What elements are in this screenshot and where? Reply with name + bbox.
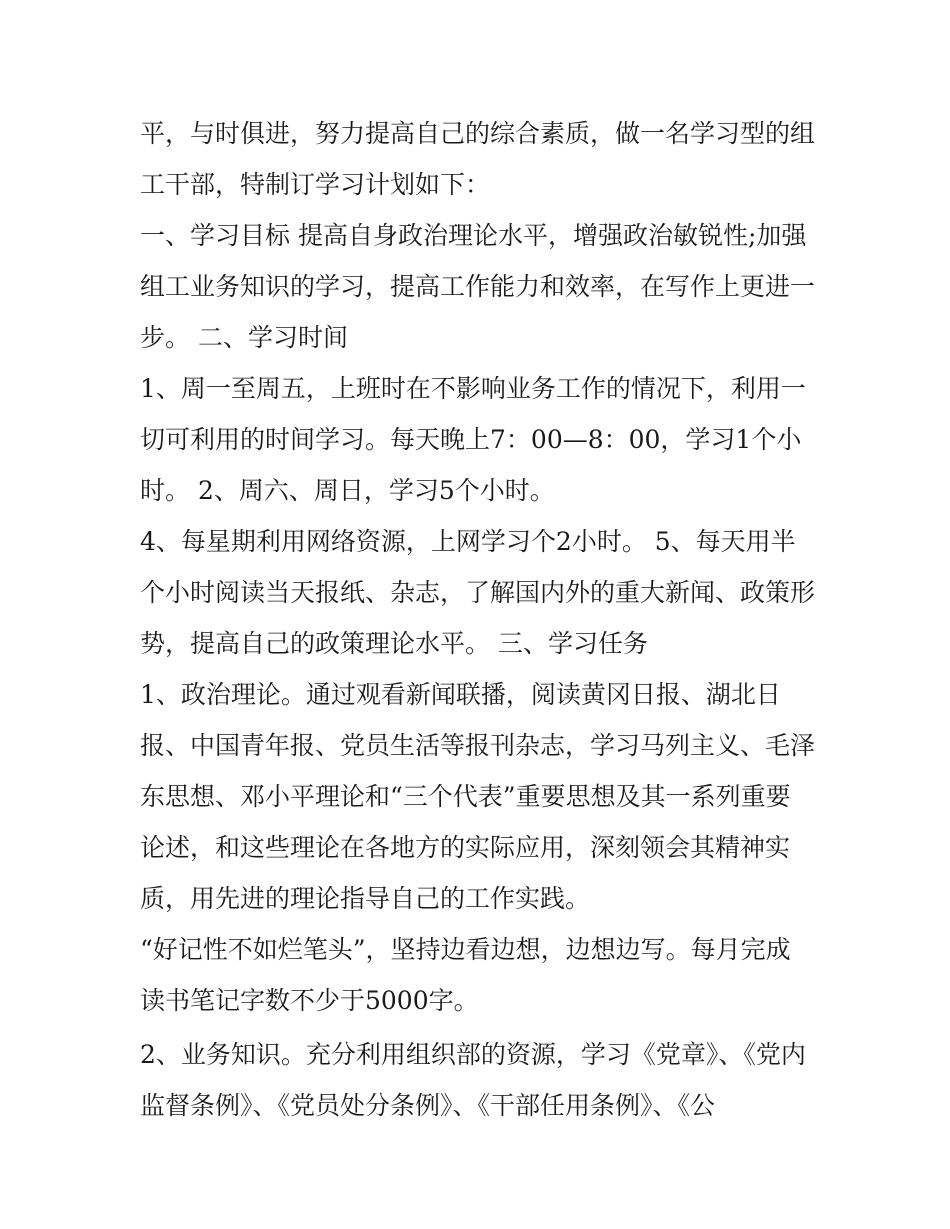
document-body: [140, 108, 815, 1131]
paragraph-study-time-weekday: 1、周一至周五，上班时在不影响业务工作的情况下，利用一切可利用的时间学习。每天晚上7：00—8：00，学习1个小时。 2、周六、周日，学习5个小时。: [140, 374, 806, 505]
paragraph-reading-notes: “好记性不如烂笔头”，坚持边看边想，边想边写。每月完成读书笔记字数不少于5000字。: [140, 935, 791, 1015]
paragraph-intro: 平，与时俱进，努力提高自己的综合素质，做一名学习型的组工干部，特制订学习计划如下：: [140, 119, 816, 199]
paragraph-study-time-online: 4、每星期利用网络资源，上网学习个2小时。 5、每天用半个小时阅读当天报纸、杂志，了解国内外的重大新闻、政策形势，提高自己的政策理论水平。 三、学习任务: [140, 527, 816, 658]
paragraph-study-goal: 一、学习目标 提高自身政治理论水平，增强政治敏锐性;加强组工业务知识的学习，提高工作能力和效率，在写作上更进一步。 二、学习时间: [140, 221, 816, 352]
paragraph-political-theory: 1、政治理论。通过观看新闻联播，阅读黄冈日报、湖北日报、中国青年报、党员生活等报刊杂志，学习马列主义、毛泽东思想、邓小平理论和“三个代表”重要思想及其一系列重要论述，和这些理论在各地方的实际应用，深刻领会其精神实质，用先进的理论指导自己的工作实践。: [140, 680, 816, 913]
paragraph-business-knowledge: 2、业务知识。充分利用组织部的资源，学习《党章》、《党内监督条例》、《党员处分条例》、《干部任用条例》、《公: [140, 1040, 806, 1120]
